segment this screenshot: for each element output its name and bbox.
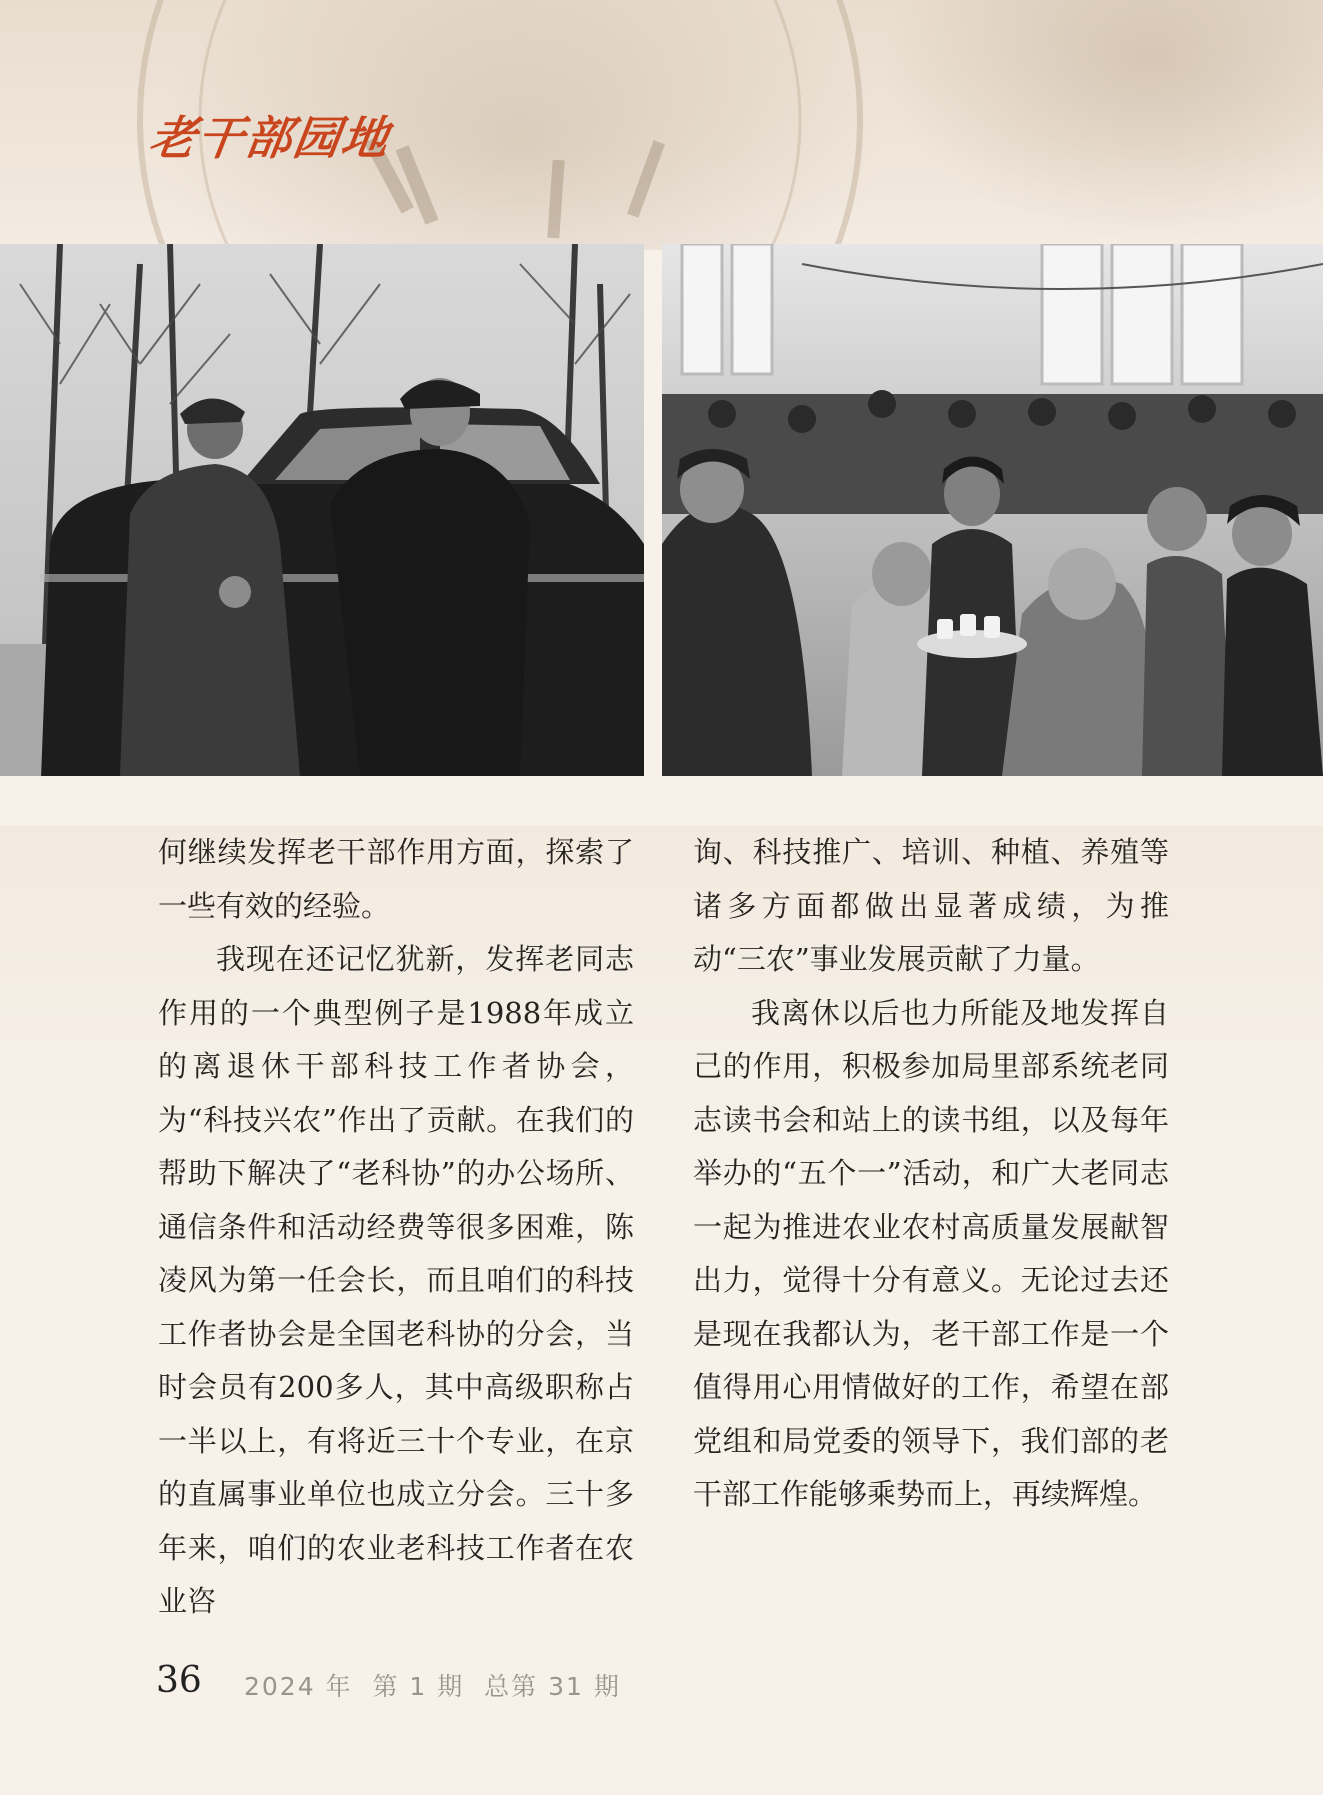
paragraph: 我现在还记忆犹新，发挥老同志作用的一个典型例子是1988年成立的离退休干部科技工作者协会，为“科技兴农”作出了贡献。在我们的帮助下解决了“老科协”的办公场所、通信条件和活动经费等很多困难，陈凌风为第一任会长，而且咱们的科技工作者协会是全国老科协的分会，当时会员有200多人，其中高级职称占一半以上，有将近三十个专业，在京的直属事业单位也成立分会。三十多年来，咱们的农业老科技工作者在农业咨	[158, 942, 634, 1618]
paragraph: 何继续发挥老干部作用方面，探索了一些有效的经验。	[158, 835, 634, 923]
text-column-left	[158, 826, 634, 1629]
text-column-right	[693, 826, 1169, 1522]
section-title: 老干部园地	[145, 111, 394, 165]
paragraph: 询、科技推广、培训、种植、养殖等诸多方面都做出显著成绩，为推动“三农”事业发展贡献了力量。	[693, 835, 1169, 976]
page-number: 36	[156, 1660, 202, 1701]
issue-info: 2024 年 第 1 期 总第 31 期	[244, 1672, 621, 1701]
header-banner	[0, 0, 1323, 250]
photo-handshake	[0, 244, 644, 776]
photo-tea-gathering	[662, 244, 1323, 776]
paragraph: 我离休以后也力所能及地发挥自己的作用，积极参加局里部系统老同志读书会和站上的读书组，以及每年举办的“五个一”活动，和广大老同志一起为推进农业农村高质量发展献智出力，觉得十分有意义。无论过去还是现在我都认为，老干部工作是一个值得用心用情做好的工作，希望在部党组和局党委的领导下，我们部的老干部工作能够乘势而上，再续辉煌。	[693, 995, 1169, 1511]
article-body	[0, 826, 1323, 1616]
